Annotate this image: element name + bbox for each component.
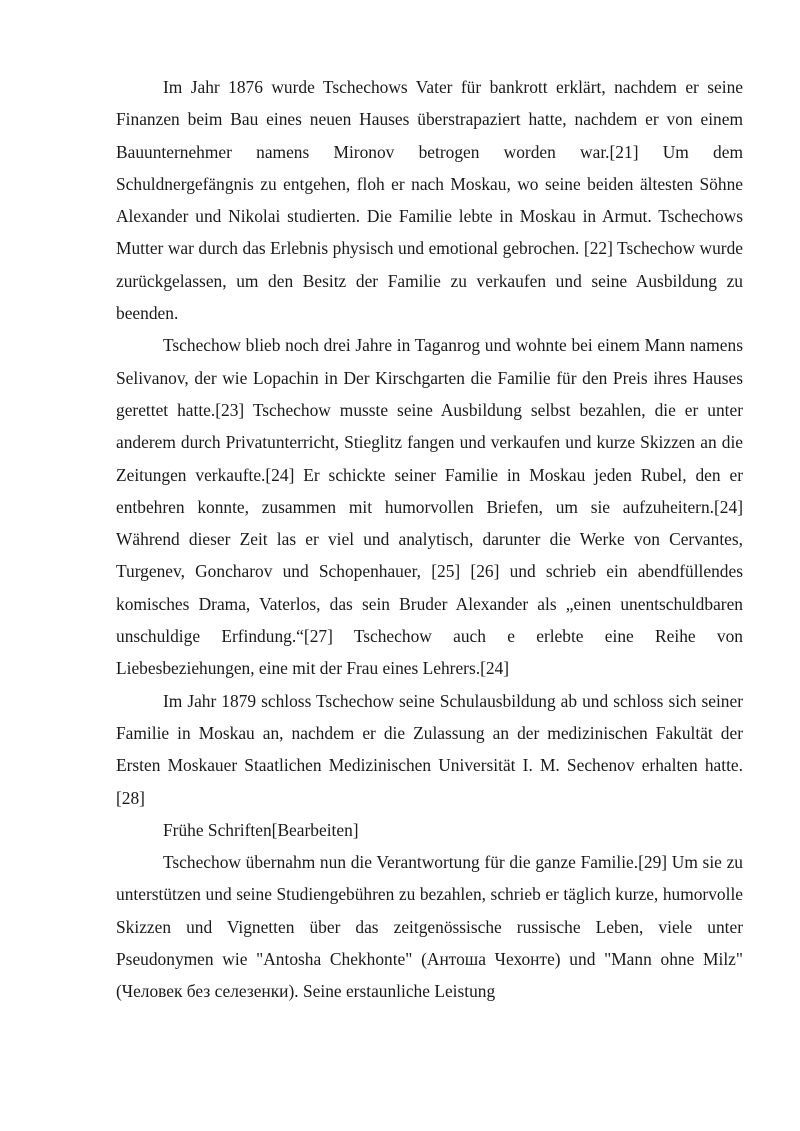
- section-heading-early-writings: Frühe Schriften[Bearbeiten]: [163, 819, 359, 840]
- paragraph-moscow-university: Im Jahr 1879 schloss Tschechow seine Schulausbildung ab und schloss sich seiner Familie in Moskau an, nachdem er die Zulassung an der medizinischen Fakultät der Ersten Moskauer Staatlichen Medizinischen Universität I. M. Sechenov erhalten hatte.[28]: [116, 690, 743, 808]
- paragraph-bankruptcy: Im Jahr 1876 wurde Tschechows Vater für bankrott erklärt, nachdem er seine Finanzen beim Bau eines neuen Hauses überstrapaziert hatte, nachdem er von einem Bauunternehmer namens Mironov betrogen worden war.[21] Um dem Schuldnergefängnis zu entgehen, floh er nach Moskau, wo seine beiden ältesten Söhne Alexander und Nikolai studierten. Die Familie lebte in Moskau in Armut. Tschechows Mutter war durch das Erlebnis physisch und emotional gebrochen. [22] Tschechow wurde zurückgelassen, um den Besitz der Familie zu verkaufen und seine Ausbildung zu beenden.: [116, 77, 743, 324]
- document-body: [116, 71, 743, 1008]
- paragraph-early-writings: Tschechow übernahm nun die Verantwortung für die ganze Familie.[29] Um sie zu unterstützen und seine Studiengebühren zu bezahlen, schrieb er täglich kurze, humorvolle Skizzen und Vignetten über das zeitgenössische russische Leben, viele unter Pseudonymen wie "Antosha Chekhonte" (Антоша Чехонте) und "Mann ohne Milz" (Человек без селезенки). Seine erstaunliche Leistung: [116, 852, 743, 1002]
- paragraph-taganrog: Tschechow blieb noch drei Jahre in Taganrog und wohnte bei einem Mann namens Selivanov, der wie Lopachin in Der Kirschgarten die Familie für den Preis ihres Hauses gerettet hatte.[23] Tschechow musste seine Ausbildung selbst bezahlen, die er unter anderem durch Privatunterricht, Stieglitz fangen und verkaufen und kurze Skizzen an die Zeitungen verkaufte.[24] Er schickte seiner Familie in Moskau jeden Rubel, den er entbehren konnte, zusammen mit humorvollen Briefen, um sie aufzuheitern.[24] Während dieser Zeit las er viel und analytisch, darunter die Werke von Cervantes, Turgenev, Goncharov und Schopenhauer, [25] [26] und schrieb ein abendfüllendes komisches Drama, Vaterlos, das sein Bruder Alexander als „einen unentschuldbaren unschuldige Erfindung.“[27] Tschechow auch e erlebte eine Reihe von Liebesbeziehungen, eine mit der Frau eines Lehrers.[24]: [116, 335, 743, 679]
